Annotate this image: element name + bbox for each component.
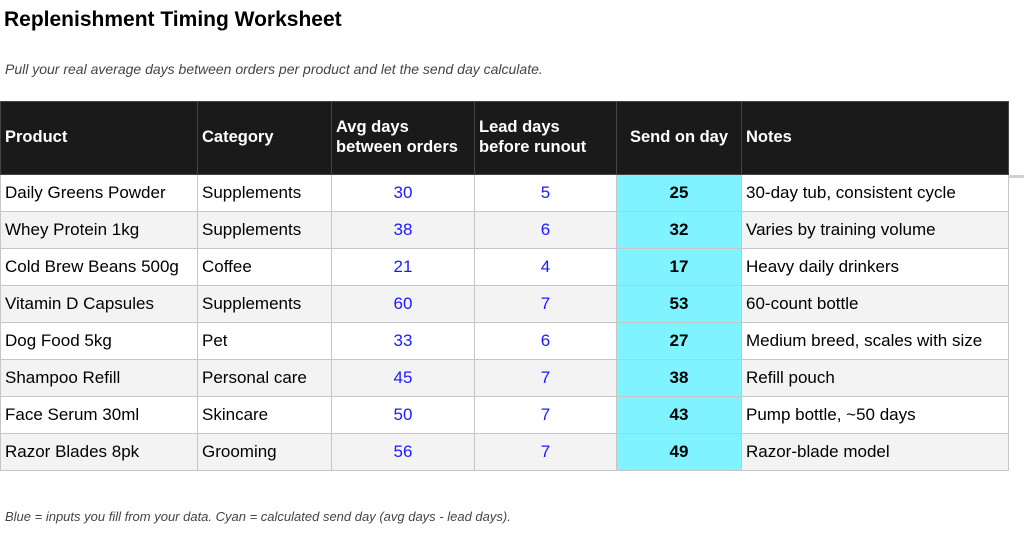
- cell-avg-days-input[interactable]: 38: [332, 212, 475, 249]
- cell-product[interactable]: Dog Food 5kg: [1, 323, 198, 360]
- header-send-day[interactable]: Send on day: [617, 102, 742, 175]
- cell-category[interactable]: Supplements: [198, 175, 332, 212]
- cell-category[interactable]: Grooming: [198, 434, 332, 471]
- cell-product[interactable]: Whey Protein 1kg: [1, 212, 198, 249]
- cell-product[interactable]: Shampoo Refill: [1, 360, 198, 397]
- cell-notes[interactable]: [742, 397, 1009, 434]
- cell-send-day-calculated[interactable]: 17: [617, 249, 742, 286]
- table-row: [1, 286, 1009, 323]
- cell-send-day-calculated[interactable]: 53: [617, 286, 742, 323]
- cell-product[interactable]: Vitamin D Capsules: [1, 286, 198, 323]
- cell-product[interactable]: Face Serum 30ml: [1, 397, 198, 434]
- cell-notes[interactable]: [742, 175, 1009, 212]
- worksheet-table: [0, 101, 1009, 471]
- cell-category[interactable]: Skincare: [198, 397, 332, 434]
- cell-lead-days-input[interactable]: 4: [475, 249, 617, 286]
- cell-category[interactable]: Coffee: [198, 249, 332, 286]
- cell-send-day-calculated[interactable]: 25: [617, 175, 742, 212]
- header-avg-days[interactable]: Avg days between orders: [332, 102, 475, 175]
- cell-avg-days-input[interactable]: 30: [332, 175, 475, 212]
- header-category[interactable]: Category: [198, 102, 332, 175]
- notes-text: Medium breed, scales with size: [746, 332, 983, 350]
- cell-send-day-calculated[interactable]: 32: [617, 212, 742, 249]
- cell-category[interactable]: Supplements: [198, 212, 332, 249]
- worksheet-table-container: [0, 101, 1009, 471]
- cell-product[interactable]: Razor Blades 8pk: [1, 434, 198, 471]
- page-subtitle: Pull your real average days between orders per product and let the send day calculate.: [5, 61, 543, 77]
- legend-footnote: Blue = inputs you fill from your data. Cyan = calculated send day (avg days - lead days).: [5, 509, 511, 524]
- cell-avg-days-input[interactable]: 33: [332, 323, 475, 360]
- cell-send-day-calculated[interactable]: 49: [617, 434, 742, 471]
- cell-notes[interactable]: [742, 286, 1009, 323]
- cell-avg-days-input[interactable]: 50: [332, 397, 475, 434]
- table-row: [1, 212, 1009, 249]
- notes-text: Refill pouch: [746, 369, 835, 387]
- sheet-edge-divider: [1008, 175, 1024, 178]
- header-row: [1, 102, 1009, 175]
- notes-text: Razor-blade model: [746, 443, 890, 461]
- cell-category[interactable]: Personal care: [198, 360, 332, 397]
- cell-send-day-calculated[interactable]: 38: [617, 360, 742, 397]
- cell-lead-days-input[interactable]: 7: [475, 286, 617, 323]
- cell-avg-days-input[interactable]: 60: [332, 286, 475, 323]
- notes-text: 30-day tub, consistent cycle: [746, 184, 956, 202]
- cell-notes[interactable]: [742, 434, 1009, 471]
- table-row: [1, 360, 1009, 397]
- table-row: [1, 175, 1009, 212]
- cell-send-day-calculated[interactable]: 43: [617, 397, 742, 434]
- notes-text: 60-count bottle: [746, 295, 859, 313]
- cell-notes[interactable]: [742, 212, 1009, 249]
- cell-product[interactable]: Cold Brew Beans 500g: [1, 249, 198, 286]
- cell-send-day-calculated[interactable]: 27: [617, 323, 742, 360]
- cell-lead-days-input[interactable]: 6: [475, 212, 617, 249]
- cell-product[interactable]: Daily Greens Powder: [1, 175, 198, 212]
- cell-category[interactable]: Pet: [198, 323, 332, 360]
- header-product[interactable]: Product: [1, 102, 198, 175]
- header-lead-days[interactable]: Lead days before runout: [475, 102, 617, 175]
- cell-lead-days-input[interactable]: 7: [475, 434, 617, 471]
- cell-avg-days-input[interactable]: 21: [332, 249, 475, 286]
- header-notes[interactable]: Notes: [742, 102, 1009, 175]
- table-row: [1, 434, 1009, 471]
- cell-lead-days-input[interactable]: 5: [475, 175, 617, 212]
- table-row: [1, 397, 1009, 434]
- notes-text: Pump bottle, ~50 days: [746, 406, 916, 424]
- table-row: [1, 249, 1009, 286]
- page-title: Replenishment Timing Worksheet: [4, 8, 342, 31]
- table-row: [1, 323, 1009, 360]
- notes-text: Varies by training volume: [746, 221, 936, 239]
- cell-lead-days-input[interactable]: 6: [475, 323, 617, 360]
- cell-avg-days-input[interactable]: 56: [332, 434, 475, 471]
- cell-notes[interactable]: [742, 249, 1009, 286]
- cell-lead-days-input[interactable]: 7: [475, 360, 617, 397]
- cell-avg-days-input[interactable]: 45: [332, 360, 475, 397]
- cell-category[interactable]: Supplements: [198, 286, 332, 323]
- notes-text: Heavy daily drinkers: [746, 258, 900, 276]
- cell-notes[interactable]: [742, 360, 1009, 397]
- cell-notes[interactable]: [742, 323, 1009, 360]
- cell-lead-days-input[interactable]: 7: [475, 397, 617, 434]
